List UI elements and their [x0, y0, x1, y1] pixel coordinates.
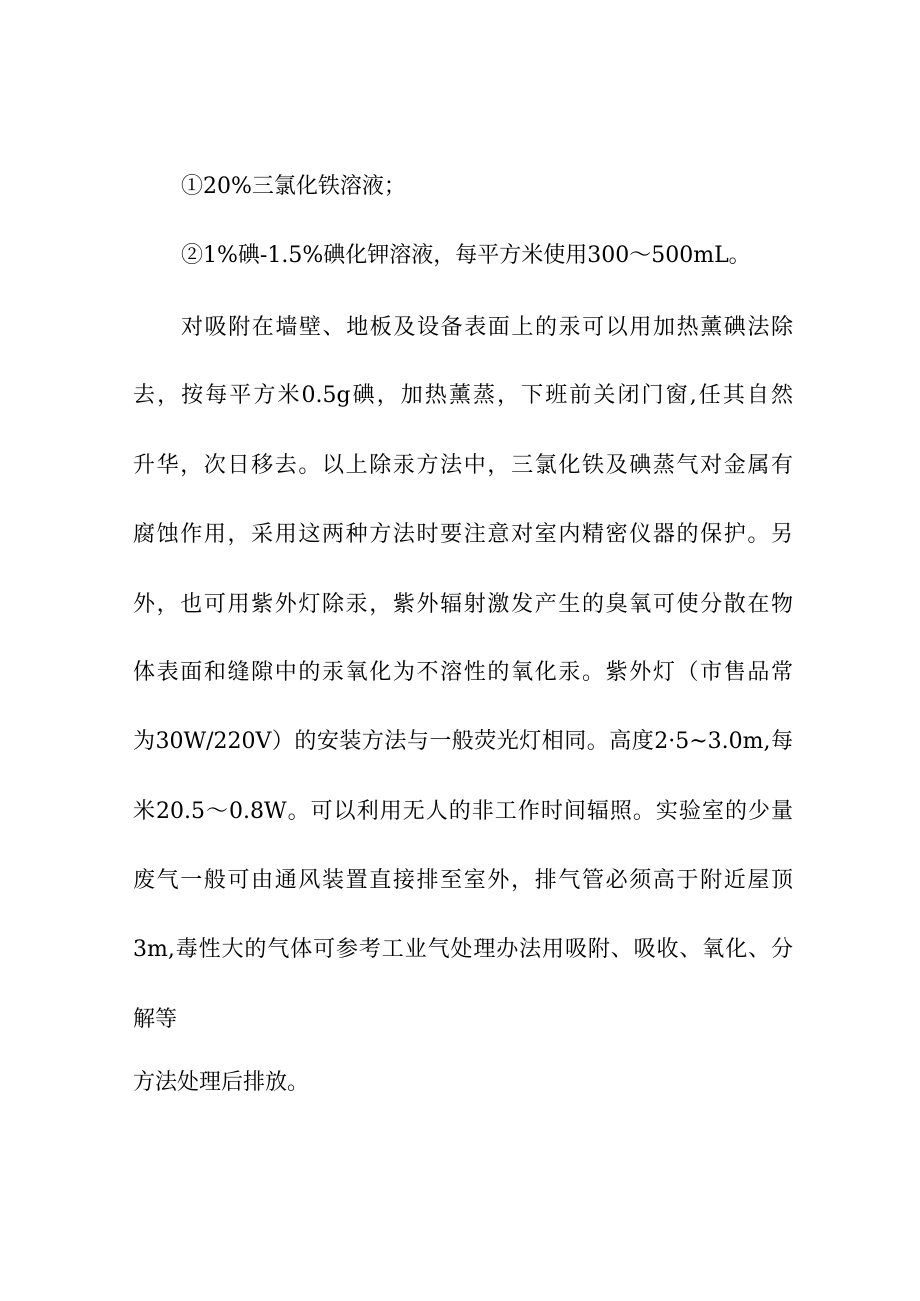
- paragraph-line: 废气一般可由通风装置直接排至室外，排气管必须高于附近屋顶: [133, 868, 793, 893]
- paragraph-line: 外，也可用紫外灯除汞，紫外辐射激发产生的臭氧可使分散在物: [133, 592, 793, 617]
- paragraph-line: 去，按每平方米0.5g碘，加热薰蒸，下班前关闭门窗,任其自然: [133, 383, 793, 408]
- paragraph-line: 米20.5～0.8W。可以利用无人的非工作时间辐照。实验室的少量: [133, 799, 793, 824]
- paragraph-line: 方法处理后排放。: [133, 1070, 310, 1095]
- paragraph-line: 为30W/220V）的安装方法与一般荧光灯相同。高度2·5~3.0m,每: [133, 729, 793, 754]
- list-item-ferric-chloride: ①20%三氯化铁溶液；: [181, 174, 406, 199]
- paragraph-line: 解等: [133, 1007, 178, 1032]
- paragraph-line: 对吸附在墙壁、地板及设备表面上的汞可以用加热薰碘法除: [181, 315, 793, 340]
- paragraph-line: 体表面和缝隙中的汞氧化为不溶性的氧化汞。紫外灯（市售品常: [133, 660, 793, 685]
- paragraph-line: 升华，次日移去。以上除汞方法中，三氯化铁及碘蒸气对金属有: [133, 453, 793, 478]
- paragraph-line: 腐蚀作用，采用这两种方法时要注意对室内精密仪器的保护。另: [133, 522, 793, 547]
- paragraph-line: 3m,毒性大的气体可参考工业气处理办法用吸附、吸收、氧化、分: [133, 937, 793, 962]
- list-item-iodine-solution: ②1%碘-1.5%碘化钾溶液，每平方米使用300～500mL。: [181, 243, 751, 268]
